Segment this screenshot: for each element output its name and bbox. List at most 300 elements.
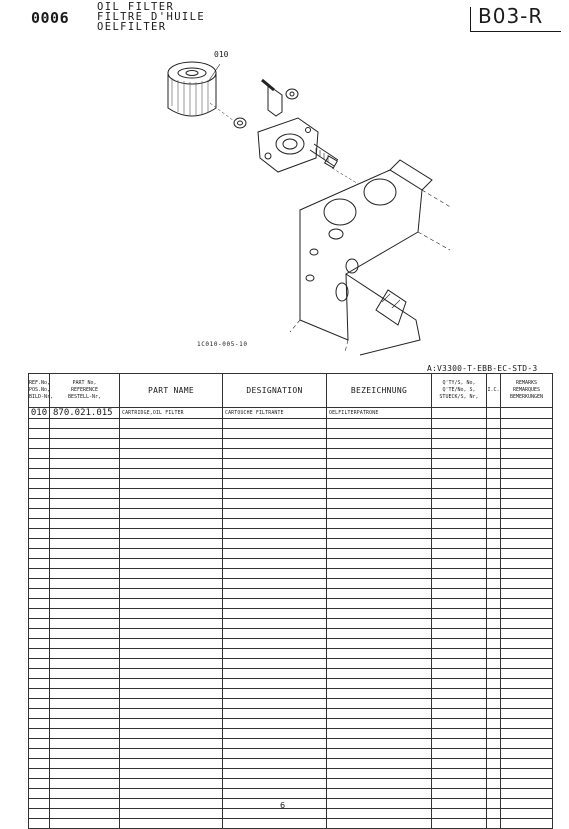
table-row-empty xyxy=(29,419,553,429)
table-row-empty xyxy=(29,719,553,729)
cell-qty xyxy=(432,509,487,519)
cell-ref xyxy=(29,489,50,499)
cell-part-no xyxy=(50,799,120,809)
cell-remarks xyxy=(501,569,553,579)
table-row-empty xyxy=(29,639,553,649)
cell-bezeichnung xyxy=(327,739,432,749)
cell-designation xyxy=(223,709,327,719)
cell-designation xyxy=(223,689,327,699)
cell-remarks xyxy=(501,819,553,829)
cell-qty xyxy=(432,519,487,529)
cell-part-no xyxy=(50,599,120,609)
cell-ref xyxy=(29,759,50,769)
elbow-fitting-illustration xyxy=(262,80,298,116)
cell-part-no xyxy=(50,419,120,429)
title-french: FILTRE D'HUILE xyxy=(97,11,206,23)
cell-part-no xyxy=(50,659,120,669)
cell-part-name xyxy=(120,659,223,669)
cell-bezeichnung xyxy=(327,729,432,739)
cell-ic xyxy=(487,649,501,659)
cell-qty xyxy=(432,669,487,679)
footer-page-number: 6 xyxy=(280,801,286,810)
cell-bezeichnung xyxy=(327,439,432,449)
cell-remarks xyxy=(501,729,553,739)
cell-ic xyxy=(487,489,501,499)
cell-ic xyxy=(487,449,501,459)
cell-qty xyxy=(432,819,487,829)
cell-qty xyxy=(432,619,487,629)
cell-part-no xyxy=(50,429,120,439)
cell-ic xyxy=(487,679,501,689)
cell-qty xyxy=(432,739,487,749)
cell-qty xyxy=(432,659,487,669)
cell-ic xyxy=(487,529,501,539)
table-header-row xyxy=(29,374,553,408)
cell-part-name xyxy=(120,699,223,709)
exploded-parts-diagram xyxy=(150,40,560,355)
cell-part-name xyxy=(120,499,223,509)
cell-part-no xyxy=(50,539,120,549)
cell-bezeichnung xyxy=(327,689,432,699)
cell-part-no xyxy=(50,789,120,799)
cell-bezeichnung xyxy=(327,509,432,519)
cell-bezeichnung xyxy=(327,499,432,509)
cell-remarks xyxy=(501,509,553,519)
cell-ic xyxy=(487,639,501,649)
cell-ic xyxy=(487,579,501,589)
table-row-empty xyxy=(29,519,553,529)
cell-qty xyxy=(432,459,487,469)
cell-designation xyxy=(223,449,327,459)
cell-bezeichnung xyxy=(327,589,432,599)
cell-ic xyxy=(487,589,501,599)
cell-remarks xyxy=(501,479,553,489)
cell-designation xyxy=(223,589,327,599)
cell-part-name xyxy=(120,609,223,619)
table-row-empty xyxy=(29,549,553,559)
cell-part-name xyxy=(120,669,223,679)
cell-part-name xyxy=(120,439,223,449)
table-row-empty xyxy=(29,509,553,519)
cell-qty xyxy=(432,599,487,609)
parts-table xyxy=(28,373,553,829)
col-header-remarks-fr: REMARQUES xyxy=(512,387,541,393)
cell-ref xyxy=(29,509,50,519)
cell-bezeichnung xyxy=(327,719,432,729)
cell-part-name xyxy=(120,759,223,769)
table-row xyxy=(29,408,553,419)
table-row-empty xyxy=(29,479,553,489)
cell-remarks xyxy=(501,669,553,679)
cell-part-name xyxy=(120,689,223,699)
cell-ref xyxy=(29,629,50,639)
cell-remarks xyxy=(501,489,553,499)
table-row-empty xyxy=(29,539,553,549)
cell-qty xyxy=(432,579,487,589)
col-header-part-no-fr: REFERENCE xyxy=(70,387,99,393)
cell-remarks xyxy=(501,619,553,629)
table-row-empty xyxy=(29,779,553,789)
cell-ref xyxy=(29,599,50,609)
cell-ref xyxy=(29,449,50,459)
cell-ref xyxy=(29,459,50,469)
cell-remarks xyxy=(501,499,553,509)
cell-part-no xyxy=(50,749,120,759)
table-row-empty xyxy=(29,649,553,659)
cell-ic xyxy=(487,539,501,549)
cell-part-name xyxy=(120,459,223,469)
cell-part-no xyxy=(50,499,120,509)
cell-part-name xyxy=(120,589,223,599)
cell-ic xyxy=(487,619,501,629)
cell-ic xyxy=(487,629,501,639)
cell-part-no xyxy=(50,589,120,599)
cell-ic xyxy=(487,479,501,489)
table-row-empty xyxy=(29,679,553,689)
cell-remarks xyxy=(501,549,553,559)
cell-bezeichnung xyxy=(327,639,432,649)
cell-qty xyxy=(432,529,487,539)
cell-ref: 010 xyxy=(29,408,50,419)
cell-ic xyxy=(487,569,501,579)
cell-part-name: CARTRIDGE,OIL FILTER xyxy=(120,408,223,419)
cell-bezeichnung xyxy=(327,709,432,719)
cell-bezeichnung xyxy=(327,649,432,659)
table-row-empty xyxy=(29,819,553,829)
cell-qty xyxy=(432,549,487,559)
col-header-remarks xyxy=(501,374,553,408)
cell-remarks xyxy=(501,749,553,759)
col-header-bezeichnung: BEZEICHNUNG xyxy=(327,374,432,408)
cell-remarks xyxy=(501,739,553,749)
cell-part-no xyxy=(50,729,120,739)
cell-designation xyxy=(223,569,327,579)
cell-qty xyxy=(432,719,487,729)
cell-bezeichnung xyxy=(327,569,432,579)
col-header-part-no-en: PART No, xyxy=(72,380,97,386)
cell-ic xyxy=(487,429,501,439)
cell-part-name xyxy=(120,579,223,589)
cell-qty xyxy=(432,639,487,649)
cell-designation xyxy=(223,459,327,469)
cell-bezeichnung xyxy=(327,619,432,629)
cell-remarks xyxy=(501,699,553,709)
table-row-empty xyxy=(29,499,553,509)
col-header-qty xyxy=(432,374,487,408)
cell-remarks xyxy=(501,519,553,529)
cell-remarks xyxy=(501,769,553,779)
cell-designation xyxy=(223,719,327,729)
cell-qty xyxy=(432,609,487,619)
cell-part-name xyxy=(120,529,223,539)
cell-designation xyxy=(223,619,327,629)
cell-remarks xyxy=(501,719,553,729)
cell-remarks xyxy=(501,799,553,809)
cell-qty xyxy=(432,589,487,599)
cell-ref xyxy=(29,519,50,529)
cell-ref xyxy=(29,589,50,599)
cell-bezeichnung xyxy=(327,539,432,549)
table-row-empty xyxy=(29,529,553,539)
cell-qty xyxy=(432,809,487,819)
cell-bezeichnung xyxy=(327,669,432,679)
cell-part-name xyxy=(120,469,223,479)
cell-ic xyxy=(487,699,501,709)
cell-part-no: 870.021.015 xyxy=(50,408,120,419)
cell-bezeichnung xyxy=(327,809,432,819)
col-header-qty-de: STUECK/S, Nr, xyxy=(439,394,479,400)
cell-part-no xyxy=(50,669,120,679)
cell-part-name xyxy=(120,739,223,749)
cell-part-name xyxy=(120,629,223,639)
cell-ref xyxy=(29,479,50,489)
col-header-ic: I.C. xyxy=(487,374,501,408)
cell-part-no xyxy=(50,779,120,789)
table-row-empty xyxy=(29,689,553,699)
cell-designation xyxy=(223,629,327,639)
cell-part-name xyxy=(120,449,223,459)
cell-designation xyxy=(223,519,327,529)
cell-part-no xyxy=(50,689,120,699)
cell-qty xyxy=(432,629,487,639)
cell-ic xyxy=(487,519,501,529)
table-row-empty xyxy=(29,459,553,469)
cell-qty xyxy=(432,439,487,449)
cell-qty xyxy=(432,699,487,709)
cell-part-no xyxy=(50,459,120,469)
cell-qty xyxy=(432,449,487,459)
section-code-underline xyxy=(470,31,561,32)
cell-part-name xyxy=(120,619,223,629)
cell-qty xyxy=(432,789,487,799)
col-header-qty-fr: Q'TE/No, S, xyxy=(442,387,476,393)
cell-qty xyxy=(432,499,487,509)
cell-ref xyxy=(29,429,50,439)
parts-table-body xyxy=(29,408,553,829)
table-row-empty xyxy=(29,749,553,759)
table-row-empty xyxy=(29,799,553,809)
diagram-figure-code: 1C010-005-10 xyxy=(197,341,248,348)
table-row-empty xyxy=(29,659,553,669)
cell-qty xyxy=(432,429,487,439)
cell-bezeichnung xyxy=(327,769,432,779)
cell-designation xyxy=(223,559,327,569)
diagram-callout-010: 010 xyxy=(214,50,229,59)
cell-part-name xyxy=(120,519,223,529)
cell-qty xyxy=(432,799,487,809)
cell-qty xyxy=(432,489,487,499)
cell-remarks xyxy=(501,689,553,699)
cell-qty xyxy=(432,559,487,569)
cell-part-no xyxy=(50,479,120,489)
cell-part-no xyxy=(50,449,120,459)
cell-ic xyxy=(487,789,501,799)
col-header-ref-de: BILD-Nr, xyxy=(29,394,54,400)
cell-ic xyxy=(487,499,501,509)
cell-ref xyxy=(29,469,50,479)
engine-block-illustration xyxy=(290,160,452,355)
cell-part-name xyxy=(120,799,223,809)
cell-bezeichnung xyxy=(327,679,432,689)
cell-ref xyxy=(29,559,50,569)
cell-ref xyxy=(29,419,50,429)
cell-designation xyxy=(223,659,327,669)
cell-ref xyxy=(29,669,50,679)
cell-ic xyxy=(487,769,501,779)
cell-part-no xyxy=(50,649,120,659)
cell-ic xyxy=(487,439,501,449)
table-row-empty xyxy=(29,599,553,609)
cell-qty xyxy=(432,679,487,689)
cell-designation xyxy=(223,479,327,489)
cell-part-no xyxy=(50,769,120,779)
cell-designation xyxy=(223,649,327,659)
cell-part-no xyxy=(50,699,120,709)
table-row-empty xyxy=(29,609,553,619)
cell-part-no xyxy=(50,529,120,539)
cell-bezeichnung xyxy=(327,799,432,809)
cell-qty xyxy=(432,419,487,429)
table-row-empty xyxy=(29,669,553,679)
cell-part-no xyxy=(50,759,120,769)
cell-ic xyxy=(487,408,501,419)
cell-bezeichnung xyxy=(327,779,432,789)
cell-remarks xyxy=(501,709,553,719)
cell-part-no xyxy=(50,639,120,649)
title-german: OELFILTER xyxy=(97,21,167,33)
cell-qty xyxy=(432,539,487,549)
cell-ref xyxy=(29,529,50,539)
cell-ic xyxy=(487,419,501,429)
table-row-empty xyxy=(29,709,553,719)
cell-designation xyxy=(223,539,327,549)
cell-remarks xyxy=(501,419,553,429)
cell-designation xyxy=(223,509,327,519)
cell-ic xyxy=(487,469,501,479)
cell-ic xyxy=(487,819,501,829)
cell-qty xyxy=(432,408,487,419)
cell-remarks xyxy=(501,639,553,649)
col-header-part-no xyxy=(50,374,120,408)
cell-ref xyxy=(29,729,50,739)
cell-ic xyxy=(487,459,501,469)
cell-bezeichnung xyxy=(327,419,432,429)
cell-ref xyxy=(29,639,50,649)
cell-part-name xyxy=(120,429,223,439)
cell-bezeichnung xyxy=(327,429,432,439)
cell-designation xyxy=(223,429,327,439)
cell-remarks xyxy=(501,629,553,639)
table-row-empty xyxy=(29,449,553,459)
table-row-empty xyxy=(29,489,553,499)
cell-bezeichnung: OELFILTERPATRONE xyxy=(327,408,432,419)
cell-part-name xyxy=(120,709,223,719)
cell-remarks xyxy=(501,779,553,789)
cell-ic xyxy=(487,719,501,729)
title-english: OIL FILTER xyxy=(97,1,175,13)
cell-ref xyxy=(29,649,50,659)
section-code-border-left xyxy=(470,7,471,32)
cell-designation xyxy=(223,529,327,539)
cell-remarks xyxy=(501,449,553,459)
cell-designation xyxy=(223,729,327,739)
cell-ref xyxy=(29,499,50,509)
oil-filter-cartridge-illustration xyxy=(168,62,216,116)
cell-part-no xyxy=(50,609,120,619)
cell-ref xyxy=(29,779,50,789)
table-row-empty xyxy=(29,739,553,749)
table-row-empty xyxy=(29,809,553,819)
table-row-empty xyxy=(29,559,553,569)
cell-remarks xyxy=(501,679,553,689)
cell-ref xyxy=(29,819,50,829)
cell-designation xyxy=(223,579,327,589)
cell-part-no xyxy=(50,619,120,629)
cell-part-name xyxy=(120,419,223,429)
cell-remarks xyxy=(501,408,553,419)
cell-designation xyxy=(223,639,327,649)
cell-part-no xyxy=(50,549,120,559)
cell-part-no xyxy=(50,569,120,579)
cell-qty xyxy=(432,759,487,769)
cell-designation xyxy=(223,679,327,689)
cell-part-no xyxy=(50,739,120,749)
cell-bezeichnung xyxy=(327,749,432,759)
cell-designation xyxy=(223,799,327,809)
col-header-remarks-en: REMARKS xyxy=(515,380,538,386)
cell-ic xyxy=(487,609,501,619)
cell-remarks xyxy=(501,579,553,589)
col-header-designation: DESIGNATION xyxy=(223,374,327,408)
cell-bezeichnung xyxy=(327,609,432,619)
cell-ic xyxy=(487,729,501,739)
cell-part-name xyxy=(120,599,223,609)
gasket-illustration xyxy=(234,118,246,128)
table-row-empty xyxy=(29,759,553,769)
cell-bezeichnung xyxy=(327,469,432,479)
table-row-empty xyxy=(29,469,553,479)
cell-designation xyxy=(223,819,327,829)
table-row-empty xyxy=(29,729,553,739)
cell-designation xyxy=(223,769,327,779)
cell-part-name xyxy=(120,729,223,739)
cell-ic xyxy=(487,659,501,669)
cell-ref xyxy=(29,799,50,809)
cell-designation xyxy=(223,499,327,509)
cell-qty xyxy=(432,649,487,659)
cell-qty xyxy=(432,729,487,739)
cell-ref xyxy=(29,659,50,669)
cell-ic xyxy=(487,799,501,809)
cell-part-name xyxy=(120,479,223,489)
cell-remarks xyxy=(501,589,553,599)
cell-ref xyxy=(29,569,50,579)
cell-bezeichnung xyxy=(327,529,432,539)
cell-ic xyxy=(487,779,501,789)
cell-part-name xyxy=(120,549,223,559)
cell-remarks xyxy=(501,539,553,549)
page-number: 0006 xyxy=(31,9,70,27)
cell-remarks xyxy=(501,809,553,819)
cell-part-name xyxy=(120,779,223,789)
cell-part-name xyxy=(120,639,223,649)
cell-ref xyxy=(29,749,50,759)
cell-ref xyxy=(29,609,50,619)
cell-remarks xyxy=(501,759,553,769)
cell-designation xyxy=(223,809,327,819)
cell-designation xyxy=(223,739,327,749)
cell-remarks xyxy=(501,429,553,439)
